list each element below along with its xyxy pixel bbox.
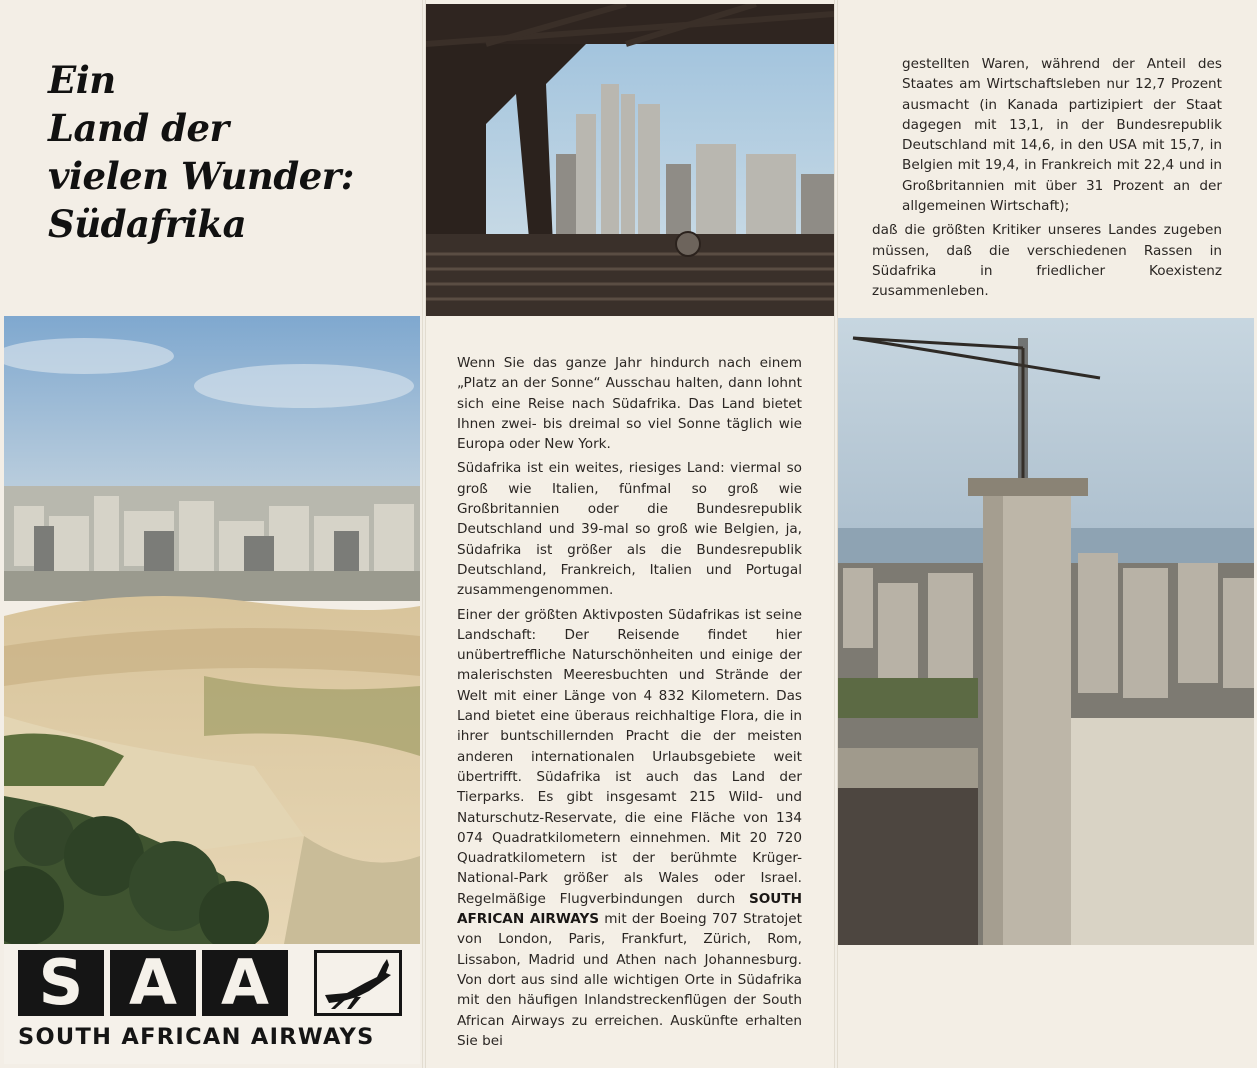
title-line-4: Südafrika bbox=[48, 202, 247, 246]
right-article-text bbox=[872, 54, 1222, 306]
logo-letter-a-1: A bbox=[110, 950, 196, 1016]
saa-logo-block bbox=[4, 944, 420, 1064]
title-line-2: Land der bbox=[48, 106, 229, 150]
title-line-1: Ein bbox=[48, 58, 116, 102]
brochure-cover-panel bbox=[0, 0, 422, 1068]
johannesburg-mine-dump-photo bbox=[4, 316, 420, 944]
right-paragraph-1: gestellten Waren, während der Anteil des Staates am Wirtschaftsleben nur 12,7 Prozent ausmacht (in Kanada partizipiert der Staat dagegen mit 13,1, in der Bundesrepublik Deutschland mit 14,6, in den USA mit 15,7, in Belgien mit 19,4, in Frankreich mit 22,4 und in Großbritannien mit über 31 Prozent an der allgemeinen Wirtschaft); bbox=[902, 56, 1222, 215]
cover-title bbox=[48, 56, 408, 248]
article-paragraph-1: Wenn Sie das ganze Jahr hindurch nach einem „Platz an der Sonne“ Ausschau halten, dann lohnt sich eine Reise nach Südafrika. Das Land bietet Ihnen zwei- bis dreimal so viel Sonne täglich wie Europa oder New York. bbox=[457, 355, 802, 453]
saa-wordmark bbox=[18, 946, 288, 1019]
article-paragraph-3 bbox=[457, 605, 802, 1052]
paragraph-3-text-a: Einer der größten Aktivposten Südafrikas ist seine Landschaft: Der Reisende findet hier unübertreffliche Naturschönheiten und einige der malerischsten Meeresbuchten und Strände der Welt mit einer Länge von 4 832 Kilometern. Das Land bietet eine überaus reichhaltige Flora, die in ihrer buntschillernden Pracht die der meisten anderen internationalen Urlaubsgebiete weit übertrifft. Südafrika ist auch das Land der Tierparks. Es gibt insgesamt 215 Wild- und Naturschutz-Reservate, die eine Fläche von 134 074 Quadratkilometern einnehmen. Mit 20 720 Quadratkilometern ist der berühmte Krüger-National-Park größer als Wales oder Israel. Regelmäßige Flugverbindungen durch bbox=[457, 606, 802, 907]
brochure-right-panel bbox=[838, 0, 1257, 1068]
title-line-3: vielen Wunder: bbox=[48, 154, 354, 198]
refinery-photo bbox=[426, 4, 834, 316]
springbok-icon bbox=[314, 950, 402, 1016]
airline-name-inline: SOUTH AFRICAN AIRWAYS bbox=[457, 890, 802, 928]
airline-name: SOUTH AFRICAN AIRWAYS bbox=[18, 1024, 375, 1050]
right-paragraph-2: daß die größten Kritiker unseres Landes zugeben müssen, daß die verschiedenen Rassen in Südafrika in friedlicher Koexistenz zusammenleben. bbox=[872, 222, 1222, 300]
main-article-text bbox=[457, 353, 802, 1055]
paragraph-3-text-b: mit der Boeing 707 Stratojet von London, Paris, Frankfurt, Zürich, Rom, Lissabon, Madrid und Athen nach Johannesburg. Von dort aus sind alle wichtigen Orte in Südafrika mit den häufigen Inlandstreckenflügen der South African Airways zu erreichen. Auskünfte erhalten Sie bei bbox=[457, 911, 802, 1049]
tower-construction-photo bbox=[838, 318, 1254, 945]
brochure-middle-panel bbox=[426, 0, 834, 1068]
logo-letter-a-2: A bbox=[202, 950, 288, 1016]
logo-letter-s: S bbox=[18, 950, 104, 1016]
article-paragraph-2: Südafrika ist ein weites, riesiges Land: viermal so groß wie Italien, fünfmal so groß wie Großbritannien oder die Bundesrepublik Deutschland und 39-mal so groß wie Belgien, ja, Südafrika ist größer als die Bundesrepublik Deutschland, Frankreich, Italien und Portugal zusammengenommen. bbox=[457, 460, 802, 599]
